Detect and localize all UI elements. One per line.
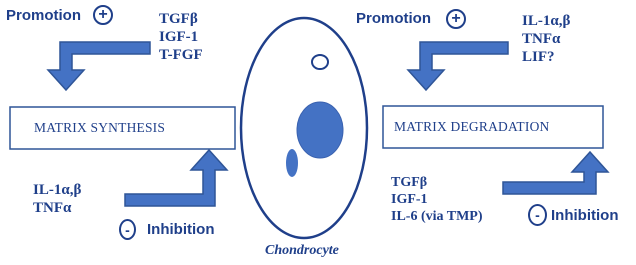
inhibition-sign-left: -	[125, 221, 130, 238]
promotion-sign-left: +	[98, 6, 108, 23]
top-left-factors	[159, 10, 203, 64]
inhibition-minus-icon-right	[528, 204, 547, 226]
nucleus	[297, 102, 343, 158]
factor: TGFβ	[391, 175, 428, 190]
inhibition-label-left: Inhibition	[147, 221, 215, 238]
factor: IGF-1	[391, 192, 428, 207]
inhibition-arrow-left	[125, 150, 227, 206]
vacuole	[312, 55, 328, 69]
bottom-right-factors	[391, 174, 483, 225]
inhibition-arrow-right	[503, 152, 608, 194]
inhibition-minus-icon-left	[119, 219, 136, 240]
promotion-arrow-right	[408, 42, 508, 90]
factor: TNFα	[33, 200, 72, 216]
promotion-plus-icon-left	[93, 5, 113, 25]
bottom-left-factors	[33, 181, 81, 217]
promotion-arrow-left	[48, 42, 150, 90]
factor: IL-1α,β	[33, 182, 82, 198]
factor: IGF-1	[159, 29, 199, 45]
factor: TGFβ	[159, 11, 198, 27]
chondrocyte-label: Chondrocyte	[265, 243, 339, 258]
factor: IL-6 (via TMP)	[391, 209, 483, 224]
promotion-label-right: Promotion	[356, 10, 431, 27]
promotion-label-left: Promotion	[6, 7, 81, 24]
inhibition-sign-right: -	[535, 207, 540, 223]
matrix-degradation-label: MATRIX DEGRADATION	[394, 119, 550, 134]
organelle	[286, 149, 298, 177]
factor: TNFα	[522, 31, 561, 47]
inhibition-label-right: Inhibition	[551, 207, 619, 224]
promotion-sign-right: +	[451, 10, 461, 27]
factor: IL-1α,β	[522, 13, 571, 29]
factor: T-FGF	[159, 47, 203, 63]
top-right-factors	[522, 12, 570, 66]
factor: LIF?	[522, 49, 555, 65]
promotion-plus-icon-right	[446, 9, 466, 29]
matrix-synthesis-label: MATRIX SYNTHESIS	[34, 120, 166, 135]
